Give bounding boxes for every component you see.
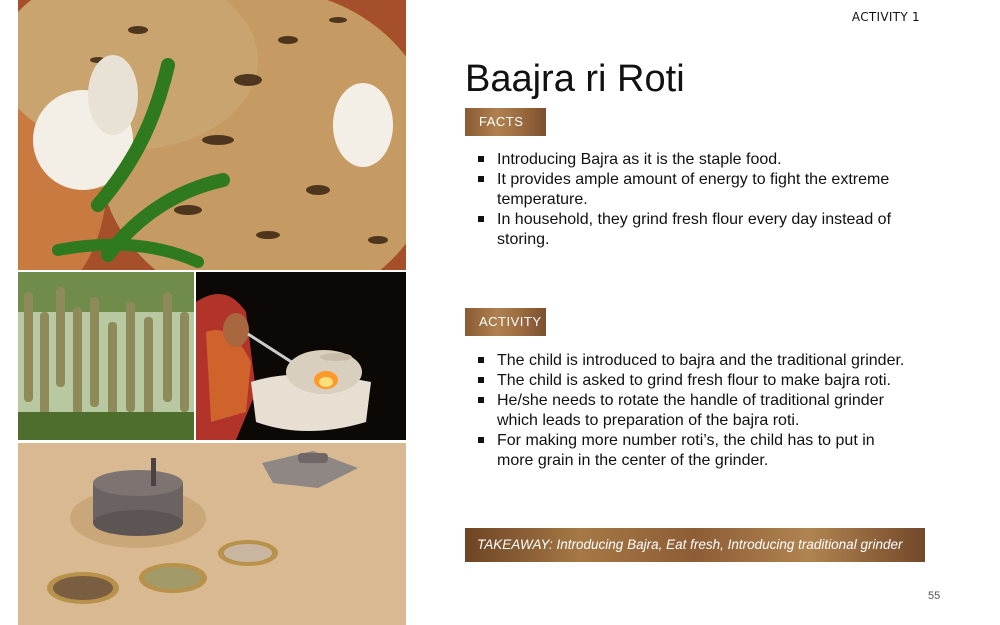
list-item: The child is asked to grind fresh flour to make bajra roti. <box>463 371 913 391</box>
list-item: In household, they grind fresh flour every day instead of storing. <box>463 210 933 250</box>
facts-label: FACTS <box>465 108 546 136</box>
activity-label: ACTIVITY <box>465 308 546 336</box>
takeaway-banner: TAKEAWAY: Introducing Bajra, Eat fresh, Introducing traditional grinder <box>465 528 925 562</box>
activity-list <box>463 351 913 471</box>
bajra-roti-photo <box>18 0 406 270</box>
activity-tag: ACTIVITY 1 <box>851 10 920 24</box>
traditional-grinder-photo <box>18 443 406 625</box>
page-title: Baajra ri Roti <box>465 58 685 100</box>
millet-crop-photo <box>18 272 194 440</box>
list-item: For making more number roti’s, the child has to put in more grain in the center of the grinder. <box>463 431 913 471</box>
list-item: It provides ample amount of energy to fight the extreme temperature. <box>463 170 933 210</box>
list-item: Introducing Bajra as it is the staple food. <box>463 150 933 170</box>
list-item: He/she needs to rotate the handle of traditional grinder which leads to preparation of the bajra roti. <box>463 391 913 431</box>
woman-cooking-photo <box>196 272 406 440</box>
facts-list <box>463 150 933 250</box>
page-number: 55 <box>928 590 941 602</box>
photo-collage <box>18 0 406 625</box>
list-item: The child is introduced to bajra and the traditional grinder. <box>463 351 913 371</box>
